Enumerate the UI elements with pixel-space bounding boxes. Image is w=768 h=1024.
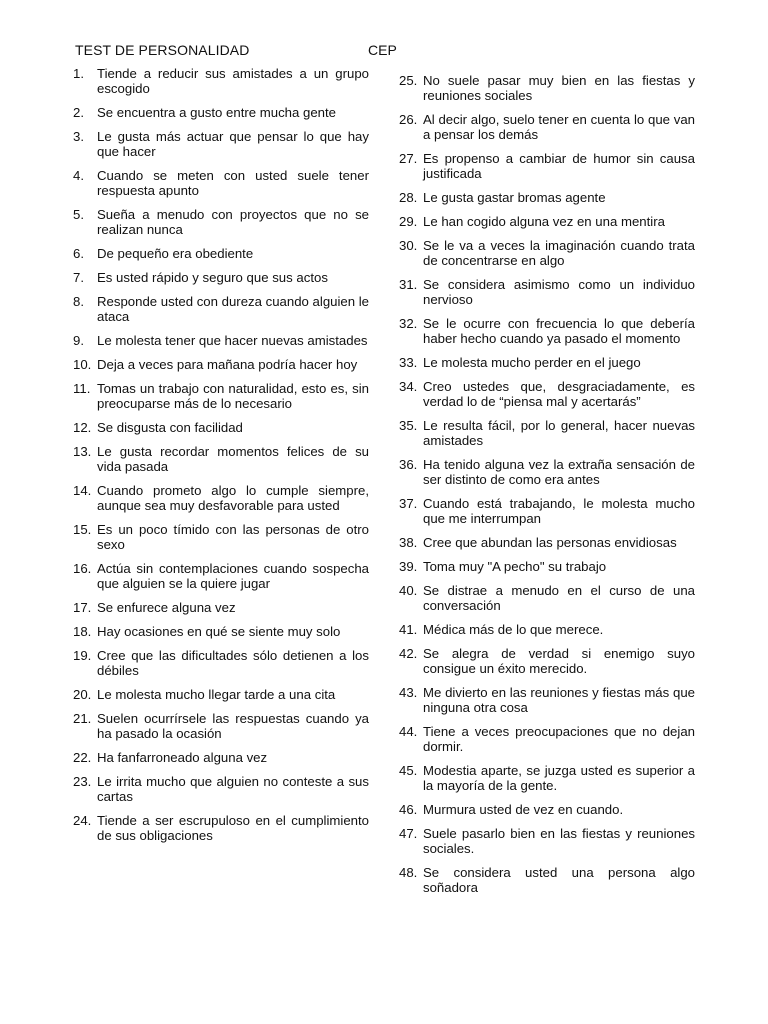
question-text: Se alegra de verdad si enemigo suyo consigue un éxito merecido.: [423, 646, 695, 676]
question-text: Actúa sin contemplaciones cuando sospecha que alguien se la quiere jugar: [97, 561, 369, 591]
question-number: 15.: [73, 522, 92, 537]
page-title: TEST DE PERSONALIDAD: [75, 42, 250, 58]
question-item: [73, 711, 369, 741]
question-item: [73, 270, 369, 285]
question-item: [399, 826, 695, 856]
question-text: Cree que las dificultades sólo detienen a los débiles: [97, 648, 369, 678]
question-number: 7.: [73, 270, 84, 285]
question-text: Ha fanfarroneado alguna vez: [97, 750, 268, 765]
question-number: 48.: [399, 865, 418, 880]
question-number: 14.: [73, 483, 92, 498]
question-item: [73, 420, 369, 435]
question-item: [399, 583, 695, 613]
question-item: [399, 865, 695, 895]
question-number: 11.: [73, 381, 91, 396]
question-text: Le gusta gastar bromas agente: [423, 190, 606, 205]
question-item: [399, 724, 695, 754]
question-number: 30.: [399, 238, 418, 253]
question-item: [73, 600, 369, 615]
question-number: 31.: [399, 277, 418, 292]
question-item: [399, 535, 695, 550]
question-number: 47.: [399, 826, 418, 841]
question-text: Le molesta tener que hacer nuevas amistades: [97, 333, 368, 348]
question-item: [73, 294, 369, 324]
question-item: [399, 277, 695, 307]
question-text: Le gusta recordar momentos felices de su vida pasada: [97, 444, 369, 474]
question-item: [399, 802, 695, 817]
questions-column-right: [399, 73, 695, 904]
question-number: 21.: [73, 711, 92, 726]
question-item: [399, 559, 695, 574]
question-item: [73, 207, 369, 237]
question-text: Tiende a reducir sus amistades a un grupo escogido: [97, 66, 369, 96]
question-item: [73, 333, 369, 348]
question-text: Modestia aparte, se juzga usted es superior a la mayoría de la gente.: [423, 763, 695, 793]
question-number: 17.: [73, 600, 92, 615]
question-text: Se le va a veces la imaginación cuando trata de concentrarse en algo: [423, 238, 695, 268]
question-number: 3.: [73, 129, 84, 144]
question-number: 10.: [73, 357, 92, 372]
question-item: [399, 457, 695, 487]
question-item: [73, 648, 369, 678]
question-number: 45.: [399, 763, 418, 778]
question-item: [73, 246, 369, 261]
question-item: [73, 129, 369, 159]
question-number: 44.: [399, 724, 418, 739]
question-item: [399, 214, 695, 229]
question-item: [73, 168, 369, 198]
question-number: 39.: [399, 559, 418, 574]
question-text: De pequeño era obediente: [97, 246, 254, 261]
question-number: 46.: [399, 802, 418, 817]
question-item: [73, 624, 369, 639]
question-number: 41.: [399, 622, 418, 637]
question-item: [399, 379, 695, 409]
question-text: Le han cogido alguna vez en una mentira: [423, 214, 665, 229]
question-text: Es usted rápido y seguro que sus actos: [97, 270, 328, 285]
question-number: 36.: [399, 457, 418, 472]
question-item: [399, 151, 695, 181]
question-number: 23.: [73, 774, 92, 789]
question-item: [399, 238, 695, 268]
question-text: Hay ocasiones en qué se siente muy solo: [97, 624, 341, 639]
question-item: [399, 622, 695, 637]
question-number: 6.: [73, 246, 84, 261]
question-number: 5.: [73, 207, 84, 222]
question-item: [73, 750, 369, 765]
question-item: [73, 483, 369, 513]
question-number: 12.: [73, 420, 92, 435]
question-item: [73, 381, 369, 411]
question-text: Toma muy "A pecho" su trabajo: [423, 559, 607, 574]
question-number: 32.: [399, 316, 418, 331]
question-number: 43.: [399, 685, 418, 700]
question-text: Responde usted con dureza cuando alguien le ataca: [97, 294, 370, 324]
question-number: 13.: [73, 444, 92, 459]
question-number: 35.: [399, 418, 418, 433]
question-item: [73, 522, 369, 552]
question-text: Es un poco tímido con las personas de otro sexo: [97, 522, 369, 552]
question-text: Al decir algo, suelo tener en cuenta lo que van a pensar los demás: [423, 112, 695, 142]
question-number: 42.: [399, 646, 418, 661]
question-item: [399, 355, 695, 370]
test-code: CEP: [368, 42, 397, 58]
question-number: 8.: [73, 294, 84, 309]
question-text: Murmura usted de vez en cuando.: [423, 802, 624, 817]
question-item: [73, 561, 369, 591]
question-number: 1.: [73, 66, 84, 81]
question-number: 20.: [73, 687, 92, 702]
question-text: Le resulta fácil, por lo general, hacer nuevas amistades: [423, 418, 695, 448]
question-item: [399, 316, 695, 346]
question-item: [399, 763, 695, 793]
question-text: Le molesta mucho llegar tarde a una cita: [97, 687, 336, 702]
question-number: 27.: [399, 151, 418, 166]
question-number: 38.: [399, 535, 418, 550]
question-text: Tiende a ser escrupuloso en el cumplimiento de sus obligaciones: [97, 813, 369, 843]
question-number: 9.: [73, 333, 84, 348]
question-number: 24.: [73, 813, 92, 828]
question-item: [399, 646, 695, 676]
question-item: [73, 105, 369, 120]
question-number: 18.: [73, 624, 92, 639]
question-text: Cuando se meten con usted suele tener respuesta apunto: [97, 168, 369, 198]
questions-column-left: [73, 66, 369, 852]
question-number: 22.: [73, 750, 92, 765]
question-item: [73, 357, 369, 372]
question-text: Suele pasarlo bien en las fiestas y reuniones sociales.: [423, 826, 695, 856]
question-number: 28.: [399, 190, 418, 205]
question-text: Sueña a menudo con proyectos que no se realizan nunca: [97, 207, 369, 237]
question-number: 25.: [399, 73, 418, 88]
question-text: Es propenso a cambiar de humor sin causa justificada: [423, 151, 695, 181]
question-item: [73, 444, 369, 474]
question-number: 4.: [73, 168, 84, 183]
question-number: 26.: [399, 112, 418, 127]
question-text: Le molesta mucho perder en el juego: [423, 355, 641, 370]
question-text: Le gusta más actuar que pensar lo que hay que hacer: [97, 129, 369, 159]
question-number: 19.: [73, 648, 92, 663]
question-number: 37.: [399, 496, 418, 511]
question-text: Se le ocurre con frecuencia lo que debería haber hecho cuando ya pasado el momento: [423, 316, 695, 346]
question-text: Creo ustedes que, desgraciadamente, es verdad lo de “piensa mal y acertarás”: [423, 379, 695, 409]
question-text: Se enfurece alguna vez: [97, 600, 236, 615]
question-text: Cree que abundan las personas envidiosas: [423, 535, 677, 550]
question-text: Tiene a veces preocupaciones que no dejan dormir.: [423, 724, 695, 754]
question-number: 34.: [399, 379, 418, 394]
question-item: [399, 685, 695, 715]
question-text: Le irrita mucho que alguien no conteste a sus cartas: [97, 774, 369, 804]
question-text: Deja a veces para mañana podría hacer hoy: [97, 357, 358, 372]
question-item: [399, 73, 695, 103]
question-number: 2.: [73, 105, 84, 120]
question-text: Se considera asimismo como un individuo nervioso: [423, 277, 695, 307]
question-item: [399, 496, 695, 526]
question-text: Cuando prometo algo lo cumple siempre, aunque sea muy desfavorable para usted: [97, 483, 369, 513]
question-item: [73, 66, 369, 96]
question-item: [73, 774, 369, 804]
question-text: Ha tenido alguna vez la extraña sensación de ser distinto de como era antes: [423, 457, 695, 487]
question-number: 29.: [399, 214, 418, 229]
question-number: 33.: [399, 355, 418, 370]
question-text: Me divierto en las reuniones y fiestas más que ninguna otra cosa: [423, 685, 695, 715]
question-number: 16.: [73, 561, 92, 576]
question-text: Se encuentra a gusto entre mucha gente: [97, 105, 337, 120]
question-text: Tomas un trabajo con naturalidad, esto es, sin preocuparse más de lo necesario: [97, 381, 369, 411]
question-item: [399, 418, 695, 448]
question-text: Cuando está trabajando, le molesta mucho que me interrumpan: [423, 496, 695, 526]
question-text: Médica más de lo que merece.: [423, 622, 604, 637]
question-text: Se distrae a menudo en el curso de una conversación: [423, 583, 695, 613]
question-item: [73, 687, 369, 702]
question-item: [73, 813, 369, 843]
question-text: Se considera usted una persona algo soñadora: [423, 865, 695, 895]
question-text: Se disgusta con facilidad: [97, 420, 243, 435]
question-text: Suelen ocurrírsele las respuestas cuando ya ha pasado la ocasión: [97, 711, 369, 741]
question-text: No suele pasar muy bien en las fiestas y reuniones sociales: [423, 73, 695, 103]
question-number: 40.: [399, 583, 418, 598]
question-item: [399, 190, 695, 205]
question-item: [399, 112, 695, 142]
